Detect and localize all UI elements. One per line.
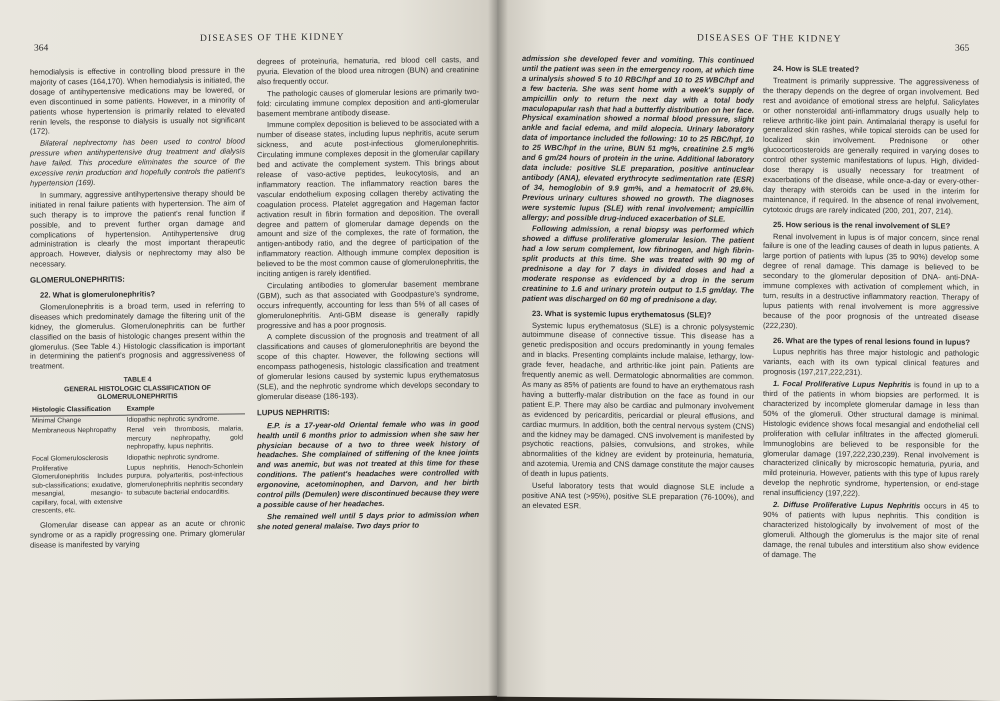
case-paragraph: admission she developed fever and vomiting. This continued until the patient was seen in the emergency room, at which time a urinalysis showed 5 to 10 RBC/hpf and 10 to 25 WBC/hpf and a few bacteria. She was sent home with a week's supply of ampicillin only to return the next day with a total body maculopapular rash that had a butterfly distribution on her face. Physical examination showed a normal blood pressure, slight ankle and facial edema, and mild alopecia. Urinary laboratory data of importance included the following: 10 to 25 RBC/hpf, 10 to 25 WBC/hpf in the urine, BUN 51 mg%, creatinine 2.5 mg% and 6 gm/24 hours of protein in the urine. Additional laboratory data include: positive SLE preparation, positive antinuclear antibody (ANA), elevated erythrocyte sedimentation rate (ESR) of 34, hemoglobin of 9.9 gm%, and a hematocrit of 29.6%. Previous urinary cultures showed no growth. The diagnoses were systemic lupus (SLE) with renal involvement; ampicillin allergy; and possible drug-induced exacerbation of SLE. xyxy=(522,53,754,224)
paragraph: Systemic lupus erythematosus (SLE) is a chronic polysystemic autoimmune disease of connective tissue. This disease has a genetic predisposition and occurs predominantly in young females and in blacks. Presenting complaints include malaise, lethargy, low-grade fever, headache, and arthritic-like joint pain. Patients are frequently anemic as well. Dermatologic abnormalities are common. As many as 85% of patients are found to have an erythematous rash having a butterfly-malar distribution on the face as found in our patient E.P. There may also be cardiac and pulmonary involvement as evidenced by pericarditis, pericardial or pleural effusions, and cardiac murmurs. In addition, both the central nervous system (CNS) and the kidney may be damaged. CNS involvement is manifested by psychotic reactions, palsies, convulsions, and strokes, while abnormalities of the kidney are evident by proteinuria, hematuria, and azotemia. Uremia and CNS damage constitute the major causes of death in lupus patients. xyxy=(522,320,754,479)
classification-table xyxy=(30,403,245,517)
paragraph: Circulating antibodies to glomerular basement membrane (GBM), such as that associated with Goodpasture's syndrome, occurs infrequently, accounting for less than 5% of all cases of glomerulonephritis. Anti-GBM disease is generally rapidly progressive and has a poor prognosis. xyxy=(257,278,479,330)
paragraph: Immune complex deposition is believed to be associated with a number of disease states, including lupus nephritis, acute serum sickness, and acute post-infectious glomerulonephritis. Circulating immune complexes deposit in the glomerular capillary bed and activate the complement system. This brings about release of vaso-active peptides, leukocytosis, and an inflammatory reaction. The inflammatory reaction bares the vascular endothelium exposing collagen thereby activating the coagulation process. Platelet aggregation and Hageman factor activation result in fibrin formation and deposition. The overall degree and pattern of glomerular damage depends on the amount and size of the complexes, the rate of formation, the antigen-antibody ratio, and the degree of participation of the inflammatory reaction. Although immune complex deposition is believed to be the most common cause of glomerulonephritis, the inciting antigen is rarely identified. xyxy=(257,118,479,279)
paragraph: Useful laboratory tests that would diagnose SLE include a positive ANA test (>95%), positive SLE preparation (76-100%), and an elevated ESR. xyxy=(522,480,754,511)
paragraph: degrees of proteinuria, hematuria, red blood cell casts, and pyuria. Elevation of the blood urea nitrogen (BUN) and creatinine also frequently occur. xyxy=(257,54,479,87)
page-number: 365 xyxy=(955,43,970,54)
table-cell: Proliferative Glomerulonephritis Includes sub-classifications; exudative, mesangial, mesangio-capillary, focal, with extensive crescents, etc. xyxy=(32,465,123,515)
left-page xyxy=(0,0,497,701)
column-header: Example xyxy=(125,403,245,415)
subsection-text: is found in up to a third of the patients in whom biopsies are performed. It is characterized by incomplete glomerular damage in less than 50% of the glomeruli. Other structural damage is minimal. Histologic evidence shows focal mesangial and endothelial cell proliferation with cellular infiltrates in the affected glomeruli. Immunoglobins are believed to be responsible for the glomerular damage (197,222,230,239). Renal involvement is characterized clinically by microscopic hematuria, pyuria, and mild proteinuria. However, patients with this type of lupus rarely develop the nephrotic syndrome, hypertension, or end-stage renal insufficiency (197,222). xyxy=(763,380,979,498)
right-page xyxy=(497,0,1000,701)
running-head: DISEASES OF THE KIDNEY xyxy=(697,33,842,45)
right-column-2 xyxy=(763,62,979,563)
paragraph: The pathologic causes of glomerular lesions are primarily two-fold: circulating immune complex deposition and anti-glomerular basement membrane antibody disease. xyxy=(257,86,479,118)
paragraph: Lupus nephritis has three major histologic and pathologic variants, each with its own typical clinical features and prognosis (197,217,222,231). xyxy=(763,347,979,378)
left-column-1 xyxy=(30,65,245,552)
question-heading: 24. How is SLE treated? xyxy=(773,64,860,74)
right-column-1 xyxy=(522,54,754,515)
case-paragraph: E.P. is a 17-year-old Oriental female who was in good health until 6 months prior to admission when she saw her physician because of a two to three week history of headaches. She complained of stiffening of the knee joints and was anemic, but was not treated at this time for these conditions. The patient's headaches were controlled with ergonovine, acetominophen, and Darvon, and her birth control pills (Demulen) were discontinued because they were a possible cause of her headaches. xyxy=(257,418,479,510)
running-head: DISEASES OF THE KIDNEY xyxy=(200,32,345,44)
table-cell: Idiopathic nephrotic syndrome. xyxy=(126,415,220,424)
paragraph: Glomerular disease can appear as an acute or chronic syndrome or as a rapidly progressing one. Primary glomerular disease is manifested by varying xyxy=(30,518,245,550)
table-cell: Minimal Change xyxy=(32,417,82,425)
table-4 xyxy=(30,376,245,517)
section-heading: LUPUS NEPHRITIS: xyxy=(257,407,330,418)
case-paragraph: She remained well until 5 days prior to admission when she noted general malaise. Two days prior to xyxy=(257,509,479,532)
subsection-text: occurs in 45 to 90% of patients with lupus nephritis. This condition is characterized histologically by involvement of most of the glomeruli. Although the glomerulus is the major site of renal damage, the renal tubules and interstitium also show evidence of damage. The xyxy=(763,501,979,559)
paragraph: In summary, aggressive antihypertensive therapy should be initiated in renal failure patients with hypertension. The aim of such therapy is to improve the patient's renal function if possible, and to prevent further organ damage and complications of hypertension. Antihypertensive drug administration is clearly the most important therapeutic approach. However, dialysis or nephrectomy may also be necessary. xyxy=(30,188,245,269)
paragraph: Renal involvement in lupus is of major concern, since renal failure is one of the leading causes of death in lupus patients. A large portion of patients with lupus (35 to 90%) develop some degree of renal damage. This damage is believed to be secondary to the glomerular deposition of DNA- anti-DNA-immune complexes with activation of complement which, in turn, results in a destructive inflammatory reaction. Therapy of lupus patients with renal involvement is more aggressive because of the poor prognosis of the untreated disease (222,230). xyxy=(763,231,979,330)
table-cell: Idiopathic nephrotic syndrome. xyxy=(126,453,220,462)
left-column-2 xyxy=(257,55,479,534)
question-heading: 25. How serious is the renal involvement of SLE? xyxy=(773,219,951,231)
paragraph: A complete discussion of the prognosis and treatment of all classifications and causes of glomerulonephritis are beyond the scope of this chapter. However, the following sections will encompass pathogenesis, histologic classification and treatment of glomerular lesions caused by systemic lupus erythematosus (SLE), and the nephrotic syndrome which develops secondary to glomerular disease (186-193). xyxy=(257,330,479,402)
paragraph: Glomerulonephritis is a broad term, used in referring to diseases which predominately damage the filtering unit of the kidney, the glomerulus. Glomerulonephritis can be further classified on the basis of histologic changes present within the glomerulus. (See Table 4.) Histologic classification is important in determining the patient's prognosis and aggressiveness of treatment. xyxy=(30,300,245,372)
table-cell: Lupus nephritis, Henoch-Schonlein purpura, polyarteritis, post-infectious glomerulonephritis nephritis secondary to subacute bacterial endocarditis. xyxy=(126,463,243,497)
paragraph: hemodialysis is effective in controlling blood pressure in the majority of cases (164,170). When hemodialysis is initiated, the dosage of antihypertensive medications may be lowered, or even discontinued in some patients. However, in a minority of patients whose hypertension is primarily related to elevated renin levels, the response to dialysis is usually not significant (172). xyxy=(30,65,245,137)
paragraph: Treatment is primarily suppressive. The aggressiveness of the therapy depends on the degree of organ involvement. Bed rest and avoidance of emotional stress are helpful. Salicylates or other nonsteroidal anti-inflammatory drugs usually help to relieve arthritic-like joint pain. Antimalarial therapy is useful for generalized skin rashes, while topical steroids can be used for localized skin involvement. Prednisone or other glucocorticosteroids are generally required in varying doses to control other systemic manifestations of lupus. High, divided-dose therapy is usually necessary for treatment of exacerbations of the disease, while once-a-day or every-other-day therapy with steroids can be used in the interim for maintenance, if required. In the absence of renal involvement, cytotoxic drugs are rarely indicated (200, 201, 207, 214). xyxy=(763,75,979,216)
table-title: TABLE 4 xyxy=(123,376,152,384)
paragraph xyxy=(763,500,979,561)
question-heading: 23. What is systemic lupus erythematosus (SLE)? xyxy=(532,308,712,320)
table-row xyxy=(30,462,245,517)
table-row xyxy=(30,425,245,454)
question-heading: 26. What are the types of renal lesions found in lupus? xyxy=(773,335,971,347)
table-cell: Renal vein thrombosis, malaria, mercury nephropathy, gold nephropathy, lupus nephritis. xyxy=(126,425,243,451)
table-cell: Membraneous Nephropathy xyxy=(32,427,117,435)
question-heading: 22. What is glomerulonephritis? xyxy=(40,289,156,300)
table-subtitle: GENERAL HISTOLOGIC CLASSIFICATION OF GLOMERULONEPHRITIS xyxy=(64,384,211,402)
subsection-title: 1. Focal Proliferative Lupus Nephritis xyxy=(773,379,912,390)
subsection-title: 2. Diffuse Proliferative Lupus Nephritis xyxy=(773,500,921,511)
paragraph xyxy=(763,379,979,500)
book-gutter xyxy=(488,0,508,701)
case-paragraph: Following admission, a renal biopsy was performed which showed a diffuse proliferative glomerular lesion. The patient had a low serum complement, low fibrinogen, and high fibrin-split products at this time. She was treated with 90 mg of prednisone a day for 7 days in divided doses and had a moderate response as evidenced by a drop in the serum creatinine to 1.6 and urinary protein output to 1.5 gm/day. The patient was discharged on 60 mg of prednisone a day. xyxy=(522,224,754,305)
table-cell: Focal Glomerulosclerosis xyxy=(32,454,109,463)
paragraph: Bilateral nephrectomy has been used to control blood pressure when antihypertensive drug treatment and dialysis have failed. This procedure eliminates the source of the excessive renin production and hopefully controls the patient's hypertension (169). xyxy=(30,136,245,188)
page-number: 364 xyxy=(34,43,49,54)
column-header: Histologic Classification xyxy=(30,404,125,416)
section-heading: GLOMERULONEPHRITIS: xyxy=(30,274,125,285)
